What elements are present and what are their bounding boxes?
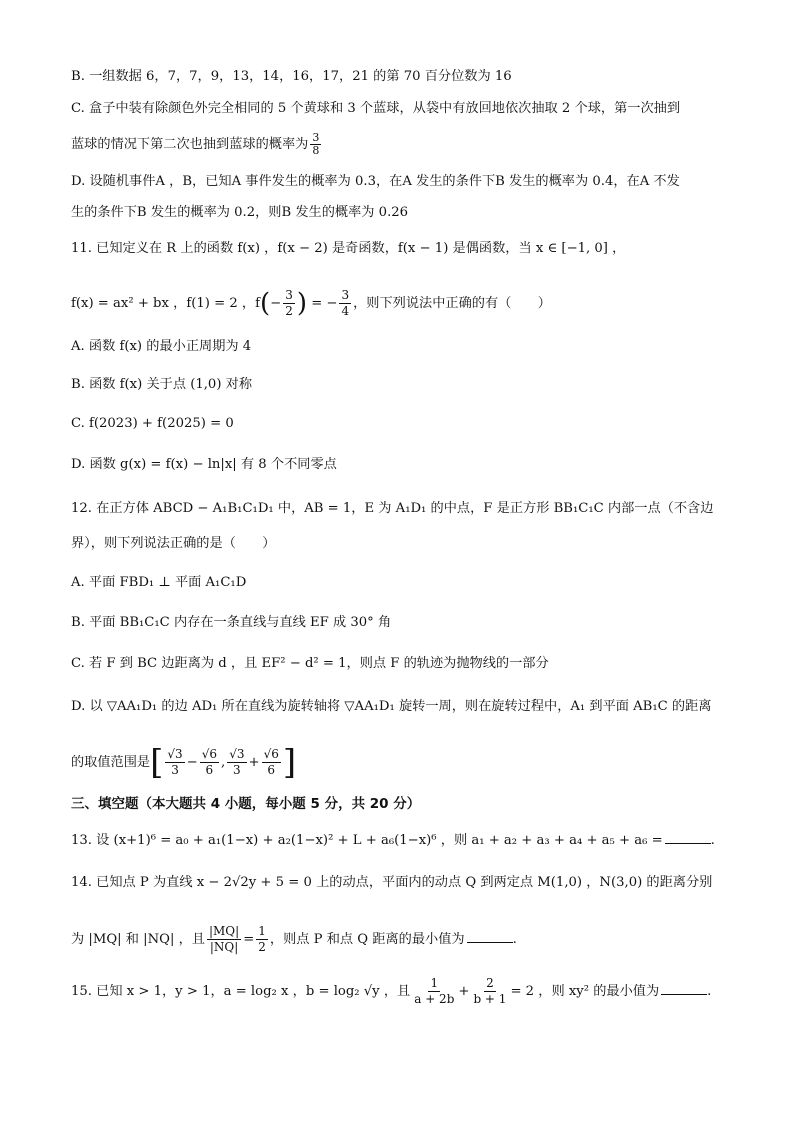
question-14-stem: 14. 已知点 P 为直线 x − 2√2y + 5 = 0 上的动点，平面内的动点 Q 到两定点 M(1,0) ，N(3,0) 的距离分别 — [71, 875, 713, 890]
fraction: $\frac{1}{a + 2b}$ — [414, 976, 455, 1006]
answer-blank — [467, 930, 513, 943]
question-13: 13. 设 (x+1)⁶ = a₀ + a₁(1−x) + a₂(1−x)² + L + a₆(1−x)⁶ ，则 a₁ + a₂ + a₃ + a₄ + a₅ + a₆ = . — [71, 833, 715, 848]
question-14-stem-2: 为 |MQ| 和 |NQ| ，且 $\frac{|MQ|}{|NQ|}$ = $\frac{1}{2}$ ，则点 P 和点 Q 距离的最小值为 . — [71, 924, 517, 954]
option-10d-line2: 生的条件下B 发生的概率为 0.2，则B 发生的概率为 0.26 — [71, 205, 409, 220]
question-11-stem-2: f(x) = ax² + bx ，f(1) = 2 ，f(− $\frac{3}{2}$ ) = − $\frac{3}{4}$ ，则下列说法中正确的有（ ） — [71, 288, 551, 319]
option-12d-line2: 的取值范围是[ $\frac{√3}{3}$ − $\frac{√6}{6}$ , $\frac{√3}{3}$ + $\frac{√6}{6}$ ] — [71, 742, 297, 783]
question-11-stem: 11. 已知定义在 R 上的函数 f(x) ，f(x − 2) 是奇函数，f(x − 1) 是偶函数，当 x ∈ [−1, 0] ， — [71, 241, 626, 256]
fraction: $\frac{1}{2}$ — [258, 924, 266, 954]
question-15: 15. 已知 x > 1，y > 1，a = log₂ x ，b = log₂ √y ，且 $\frac{1}{a + 2b}$ + $\frac{2}{b + 1}$ = 2 ，则 xy² 的最小值为 . — [71, 976, 712, 1006]
fraction: $\frac{3}{2}$ — [285, 288, 293, 318]
question-12-stem: 12. 在正方体 ABCD − A₁B₁C₁D₁ 中，AB = 1，E 为 A₁D₁ 的中点，F 是正方形 BB₁C₁C 内部一点（不含边 — [71, 501, 714, 516]
answer-blank — [661, 982, 707, 995]
option-11d: D. 函数 g(x) = f(x) − ln|x| 有 8 个不同零点 — [71, 457, 337, 472]
option-10d-line1: D. 设随机事件A ，B，已知A 事件发生的概率为 0.3，在A 发生的条件下B 发生的概率为 0.4，在A 不发 — [71, 174, 680, 189]
fraction: $\frac{2}{b + 1}$ — [473, 976, 507, 1006]
question-12-stem-2: 界），则下列说法正确的是（ ） — [71, 536, 276, 551]
fraction: $\frac{3}{8}$ — [312, 131, 320, 157]
section-heading: 三、填空题（本大题共 4 小题，每小题 5 分，共 20 分） — [71, 796, 421, 812]
option-10c-line1: C. 盒子中装有除颜色外完全相同的 5 个黄球和 3 个蓝球，从袋中有放回地依次抽取 2 个球，第一次抽到 — [71, 101, 681, 116]
fraction: $\frac{√6}{6}$ — [263, 747, 279, 777]
fraction: $\frac{3}{4}$ — [341, 288, 350, 318]
option-12a: A. 平面 FBD₁ ⊥ 平面 A₁C₁D — [71, 575, 247, 590]
option-11c: C. f(2023) + f(2025) = 0 — [71, 416, 234, 431]
answer-blank — [665, 831, 711, 844]
option-12b: B. 平面 BB₁C₁C 内存在一条直线与直线 EF 成 30° 角 — [71, 615, 392, 630]
option-12c: C. 若 F 到 BC 边距离为 d ，且 EF² − d² = 1，则点 F 的轨迹为抛物线的一部分 — [71, 656, 549, 671]
option-11b: B. 函数 f(x) 关于点 (1,0) 对称 — [71, 377, 253, 392]
option-10c-line2: 蓝球的情况下第二次也抽到蓝球的概率为 $\frac{3}{8}$ — [71, 131, 320, 157]
fraction: $\frac{√6}{6}$ — [201, 747, 218, 777]
option-12d-line1: D. 以 ▽AA₁D₁ 的边 AD₁ 所在直线为旋转轴将 ▽AA₁D₁ 旋转一周，则在旋转过程中，A₁ 到平面 AB₁C 的距离 — [71, 699, 712, 714]
option-10b: B. 一组数据 6，7，7，9，13，14，16，17，21 的第 70 百分位数为 16 — [71, 69, 512, 84]
fraction: $\frac{|MQ|}{|NQ|}$ — [208, 924, 240, 954]
fraction: $\frac{√3}{3}$ — [229, 747, 245, 777]
option-11a: A. 函数 f(x) 的最小正周期为 4 — [71, 339, 252, 354]
fraction: $\frac{√3}{3}$ — [167, 747, 183, 777]
